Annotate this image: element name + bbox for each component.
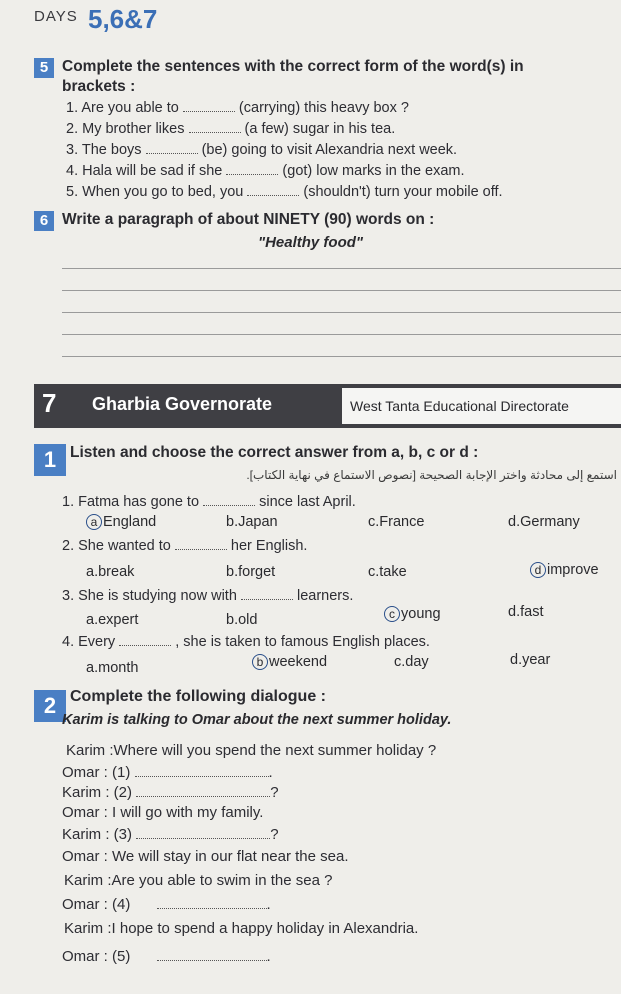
mcq-option[interactable]: d improve	[530, 562, 599, 578]
q6-number-badge: 6	[34, 211, 54, 231]
dialogue-line: Karim : (2) ?	[62, 784, 279, 801]
q6-topic: "Healthy food"	[257, 234, 364, 251]
dialogue-instruction: Complete the following dialogue :	[70, 688, 326, 705]
dialogue-line: Karim :Are you able to swim in the sea ?	[64, 872, 333, 889]
mcq-option[interactable]: b.Japan	[226, 514, 278, 530]
writing-line[interactable]	[62, 290, 621, 291]
writing-line[interactable]	[62, 312, 621, 313]
writing-line[interactable]	[62, 356, 621, 357]
q5-item-3: 3. The boys (be) going to visit Alexandria next week.	[66, 142, 458, 158]
answer-blank[interactable]	[189, 122, 241, 133]
dialogue-context: Karim is talking to Omar about the next summer holiday.	[62, 712, 452, 728]
mcq-stem-2: 2. She wanted to her English.	[62, 538, 308, 554]
days-numbers: 5,6&7	[88, 4, 158, 34]
q5-item-5: 5. When you go to bed, you (shouldn't) turn your mobile off.	[66, 184, 503, 200]
dialogue-line: Omar : We will stay in our flat near the sea.	[62, 848, 349, 865]
dialogue-line: Omar : (1) .	[62, 764, 273, 781]
mcq-option[interactable]: a.break	[86, 564, 135, 580]
answer-blank[interactable]	[203, 495, 255, 506]
dialogue-line: Omar : (4) .	[62, 896, 271, 913]
writing-line[interactable]	[62, 334, 621, 335]
answer-blank[interactable]	[175, 539, 227, 550]
mcq-option[interactable]: b.old	[226, 612, 258, 628]
dialogue-line: Karim :I hope to spend a happy holiday in Alexandria.	[64, 920, 419, 937]
mcq-option[interactable]: a.month	[86, 660, 139, 676]
dialogue-line: Omar : I will go with my family.	[62, 804, 264, 821]
answer-blank[interactable]	[183, 101, 235, 112]
dialogue-number-badge: 2	[34, 690, 66, 722]
answer-blank[interactable]	[157, 950, 267, 961]
mcq-option[interactable]: b weekend	[252, 654, 327, 670]
answer-circle: a	[86, 514, 102, 530]
mcq-option[interactable]: a England	[86, 514, 156, 530]
answer-blank[interactable]	[157, 898, 267, 909]
q5-item-4: 4. Hala will be sad if she (got) low marks in the exam.	[66, 163, 465, 179]
dialogue-line: Karim :Where will you spend the next summer holiday ?	[66, 742, 437, 759]
answer-blank[interactable]	[226, 164, 278, 175]
governorate-title: Gharbia Governorate	[92, 394, 273, 414]
listen-number-badge: 1	[34, 444, 66, 476]
mcq-option[interactable]: b.forget	[226, 564, 276, 580]
answer-circle: d	[530, 562, 546, 578]
answer-blank[interactable]	[146, 143, 198, 154]
days-label: DAYS	[34, 8, 78, 25]
mcq-option[interactable]: c young	[384, 606, 441, 622]
answer-blank[interactable]	[135, 766, 269, 777]
mcq-option[interactable]: d.year	[510, 652, 551, 668]
q5-number-badge: 5	[34, 58, 54, 78]
writing-line[interactable]	[62, 268, 621, 269]
mcq-option[interactable]: d.Germany	[508, 514, 580, 530]
dialogue-line: Karim : (3) ?	[62, 826, 279, 843]
q5-instruction-line2: brackets :	[62, 78, 136, 95]
mcq-stem-4: 4. Every , she is taken to famous English places.	[62, 634, 430, 650]
listen-arabic-note: استمع إلى محادثة واختر الإجابة الصحيحة [نصوص الاستماع في نهاية الكتاب].	[246, 468, 617, 482]
dialogue-line: Omar : (5) .	[62, 948, 271, 965]
answer-blank[interactable]	[241, 589, 293, 600]
answer-circle: b	[252, 654, 268, 670]
mcq-option[interactable]: a.expert	[86, 612, 139, 628]
section-number: 7	[42, 388, 57, 418]
mcq-stem-1: 1. Fatma has gone to since last April.	[62, 494, 356, 510]
answer-circle: c	[384, 606, 400, 622]
q5-instruction-line1: Complete the sentences with the correct form of the word(s) in	[62, 58, 524, 75]
mcq-stem-3: 3. She is studying now with learners.	[62, 588, 354, 604]
q5-item-1: 1. Are you able to (carrying) this heavy box ?	[66, 100, 409, 116]
answer-blank[interactable]	[136, 786, 270, 797]
directorate-label: West Tanta Educational Directorate	[342, 388, 621, 424]
answer-blank[interactable]	[247, 185, 299, 196]
answer-blank[interactable]	[119, 635, 171, 646]
mcq-option[interactable]: c.France	[368, 514, 425, 530]
answer-blank[interactable]	[136, 828, 270, 839]
section-banner	[34, 384, 621, 428]
mcq-option[interactable]: d.fast	[508, 604, 544, 620]
listen-instruction: Listen and choose the correct answer from a, b, c or d :	[70, 444, 479, 461]
mcq-option[interactable]: c.take	[368, 564, 407, 580]
q5-item-2: 2. My brother likes (a few) sugar in his tea.	[66, 121, 396, 137]
q6-instruction: Write a paragraph of about NINETY (90) words on :	[62, 211, 435, 228]
mcq-option[interactable]: c.day	[394, 654, 429, 670]
